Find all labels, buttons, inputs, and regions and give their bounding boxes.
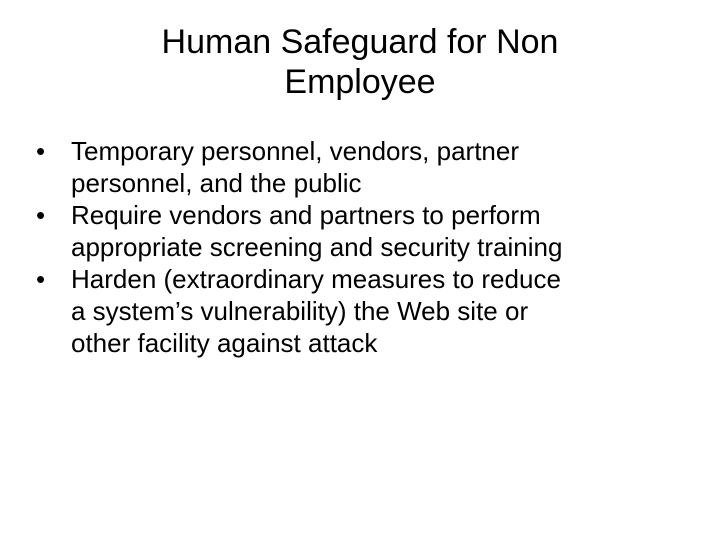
bullet-text-line: appropriate screening and security training: [71, 232, 563, 262]
bullet-text-line: other facility against attack: [71, 328, 378, 358]
slide-title-line: Employee: [284, 63, 436, 101]
slide-title: [90, 22, 630, 102]
bullet-text-line: personnel, and the public: [71, 168, 362, 198]
bullet-icon: •: [36, 200, 46, 230]
bullet-list: [36, 135, 686, 359]
slide-title-line: Human Safeguard for Non: [161, 23, 559, 61]
bullet-item-contractors: [36, 135, 686, 199]
bullet-icon: •: [36, 136, 46, 166]
bullet-text-line: a system’s vulnerability) the Web site or: [71, 296, 529, 326]
bullet-text-line: Require vendors and partners to perform: [71, 200, 541, 230]
bullet-item-vendor-screening: [36, 199, 686, 263]
bullet-text-line: Harden (extraordinary measures to reduce: [71, 264, 561, 294]
bullet-text-line: Temporary personnel, vendors, partner: [71, 136, 520, 166]
bullet-item-harden: [36, 263, 686, 359]
bullet-icon: •: [36, 264, 46, 294]
